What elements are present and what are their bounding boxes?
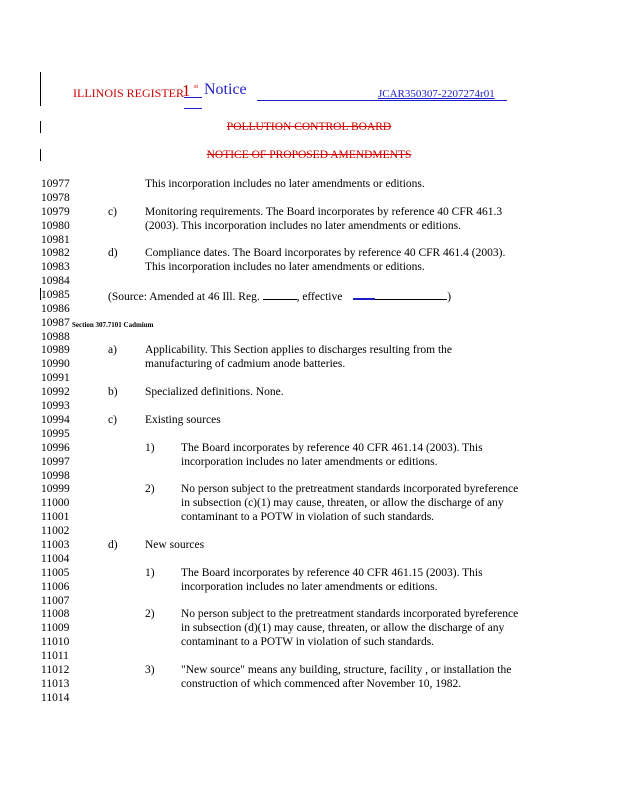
blank-date-marker[interactable] — [353, 288, 375, 300]
register-number: 1 — [182, 81, 191, 100]
notice-heading: NOTICE OF PROPOSED AMENDMENTS — [206, 149, 412, 161]
blank-volume[interactable] — [263, 289, 297, 300]
double-underline — [184, 97, 202, 109]
blank-date[interactable] — [375, 289, 447, 300]
notice-label: Notice — [204, 81, 247, 98]
header-rule — [257, 100, 507, 101]
agency-heading: POLLUTION CONTROL BOARD — [226, 121, 392, 133]
change-bar — [40, 72, 41, 106]
register-title: ILLINOIS REGISTER — [73, 86, 184, 100]
jcar-code: JCAR350307-2207274r01 — [378, 88, 495, 100]
register-superscript: st — [194, 84, 199, 90]
